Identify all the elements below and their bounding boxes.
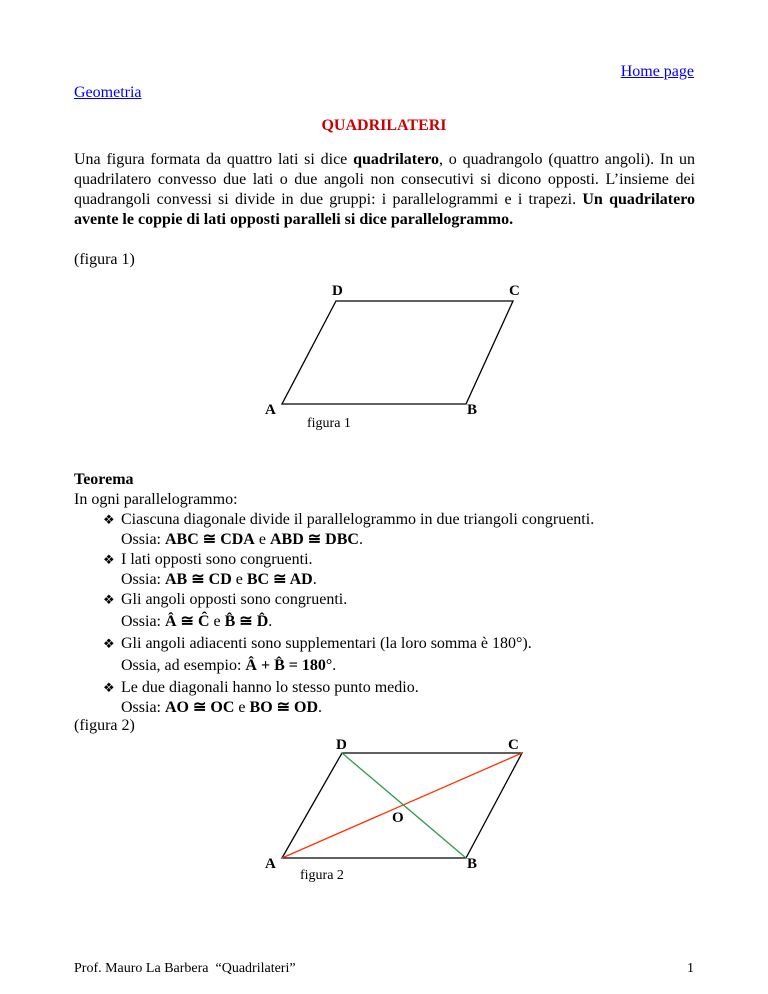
intro-text-2: , o quadrangolo (quattro angoli). In un quadrilatero convesso due lati o due angoli non consecutivi si dicono opposti. L’insieme dei quadrangoli convessi si divide in due gruppi: i parallelogrammi e i trapezi. — [74, 151, 695, 208]
page-number: 1 — [687, 961, 694, 976]
theorem-item-ossia — [103, 698, 594, 718]
page-title: QUADRILATERI — [321, 117, 447, 134]
formula: ABC ≅ CDA — [165, 531, 255, 548]
geometry-link[interactable]: Geometria — [74, 84, 142, 101]
figure1-caption: figura 1 — [307, 416, 351, 431]
theorem-item-ossia — [103, 610, 594, 634]
diamond-bullet-icon: ❖ — [103, 592, 115, 607]
footer-author: Prof. Mauro La Barbera “Quadrilateri” — [74, 961, 296, 976]
theorem-item-text: Le due diagonali hanno lo stesso punto medio. — [121, 679, 419, 696]
theorem-lead: In ogni parallelogrammo: — [74, 491, 238, 508]
figure1-parallelogram — [250, 278, 530, 438]
theorem-item-text: Gli angoli opposti sono congruenti. — [121, 591, 348, 608]
conjunction: e — [231, 571, 247, 588]
theorem-list — [103, 510, 594, 718]
formula: B̂ ≅ D̂ — [224, 613, 269, 630]
figure2-label-b: B — [467, 856, 478, 872]
theorem-item-ossia — [103, 530, 594, 550]
formula: Â ≅ Ĉ — [165, 613, 210, 630]
formula: Â + B̂ = 180° — [245, 657, 333, 674]
ossia-label: Ossia, ad esempio: — [121, 657, 246, 674]
period: . — [318, 699, 323, 716]
theorem-item-ossia — [103, 654, 594, 678]
theorem-item-ossia — [103, 570, 594, 590]
period: . — [268, 613, 273, 630]
conjunction: e — [209, 613, 225, 630]
ossia-label: Ossia: — [121, 531, 165, 548]
theorem-item-text: Ciascuna diagonale divide il parallelogrammo in due triangoli congruenti. — [121, 511, 595, 528]
figure2-label-a: A — [265, 856, 276, 872]
figure2-reference: (figura 2) — [74, 717, 135, 734]
conjunction: e — [254, 531, 270, 548]
theorem-item — [103, 590, 594, 610]
intro-paragraph — [74, 150, 695, 230]
ossia-label: Ossia: — [121, 699, 165, 716]
theorem-item — [103, 510, 594, 530]
theorem-heading: Teorema — [74, 471, 134, 488]
period: . — [358, 531, 363, 548]
figure1-label-b: B — [467, 402, 478, 418]
figure1-label-c: C — [509, 283, 520, 299]
theorem-item-text: Gli angoli adiacenti sono supplementari (la loro somma è 180°). — [121, 635, 532, 652]
diamond-bullet-icon: ❖ — [103, 636, 115, 651]
ossia-label: Ossia: — [121, 571, 165, 588]
formula: AB ≅ CD — [165, 571, 232, 588]
figure1-label-a: A — [265, 402, 276, 418]
period: . — [332, 657, 337, 674]
figure2-caption: figura 2 — [300, 868, 344, 883]
intro-term-quadrilatero: quadrilatero — [353, 151, 440, 168]
intro-definition: Un quadrilatero avente le coppie di lati opposti paralleli si dice parallelogrammo. — [74, 191, 696, 228]
figure1-reference: (figura 1) — [74, 251, 135, 268]
theorem-item — [103, 678, 594, 698]
diamond-bullet-icon: ❖ — [103, 552, 115, 567]
figure2-label-c: C — [508, 737, 519, 753]
diamond-bullet-icon: ❖ — [103, 680, 115, 695]
diagonal-bd — [342, 753, 466, 858]
diamond-bullet-icon: ❖ — [103, 512, 115, 527]
period: . — [312, 571, 317, 588]
figure1-shape — [282, 301, 513, 404]
diagonal-ac — [282, 753, 522, 858]
theorem-item-text: I lati opposti sono congruenti. — [121, 551, 313, 568]
figure2-label-o: O — [392, 810, 404, 826]
formula: BC ≅ AD — [246, 571, 313, 588]
intro-text-1: Una figura formata da quattro lati si dice — [74, 151, 354, 168]
figure1-label-d: D — [332, 283, 343, 299]
formula: BO ≅ OD — [249, 699, 319, 716]
ossia-label: Ossia: — [121, 613, 165, 630]
conjunction: e — [234, 699, 250, 716]
formula: AO ≅ OC — [165, 699, 235, 716]
theorem-item — [103, 550, 594, 570]
figure2-parallelogram — [250, 734, 540, 894]
figure2-label-d: D — [336, 737, 347, 753]
home-page-link[interactable]: Home page — [620, 63, 694, 80]
formula: ABD ≅ DBC — [269, 531, 359, 548]
theorem-item — [103, 634, 594, 654]
